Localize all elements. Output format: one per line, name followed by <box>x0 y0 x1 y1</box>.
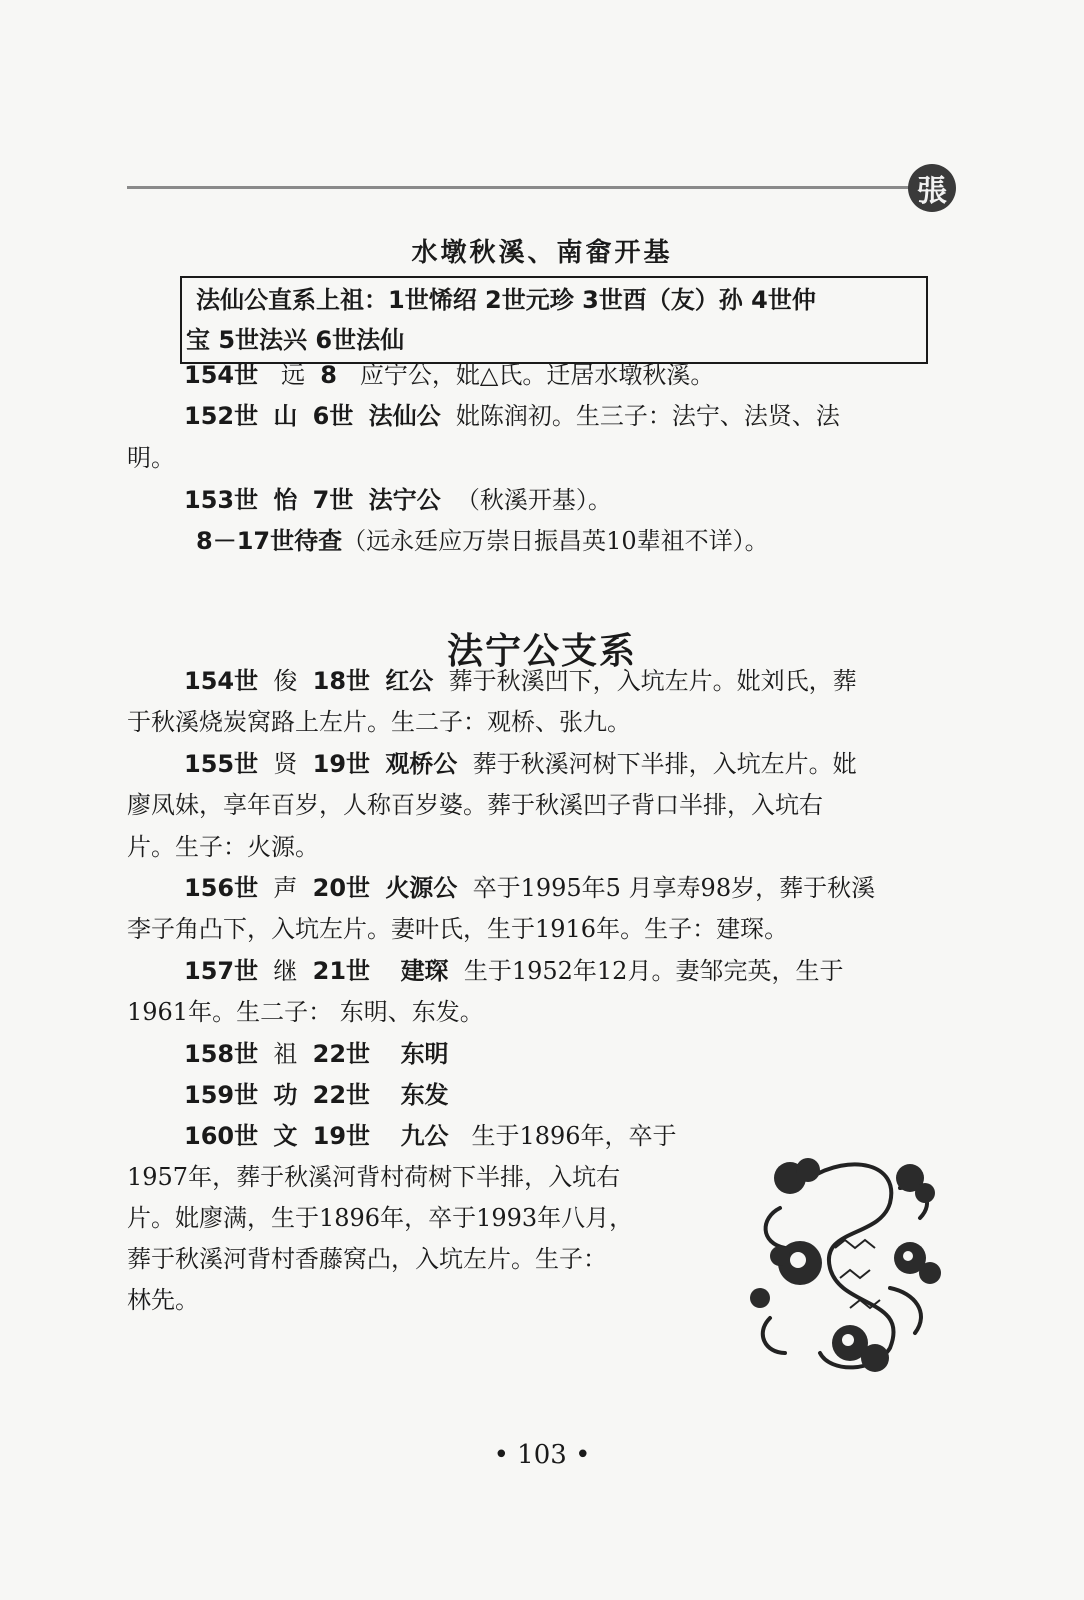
dragon-illustration-icon <box>740 1148 946 1378</box>
intro-line-1: 154世 远 8 应宁公，妣△氏。迁居水墩秋溪。 <box>184 361 715 389</box>
ancestors-box-line2: 宝 5世法兴 6世法仙 <box>186 326 405 354</box>
ancestors-box-line1: 法仙公直系上祖：1世悕绍 2世元珍 3世酉（友）孙 4世仲 <box>196 286 816 314</box>
entry-160-cont-1: 1957年，葬于秋溪河背村荷树下半排，入坑右 <box>127 1163 621 1191</box>
intro-line-2: 152世 山 6世 法仙公 妣陈润初。生三子：法宁、法贤、法 <box>184 402 840 430</box>
section-title: 法宁公支系 <box>446 631 637 672</box>
zhang-seal-icon: 張 <box>908 164 956 212</box>
entry-155: 155世 贤 19世 观桥公 葬于秋溪河树下半排，入坑左片。妣 <box>184 750 857 778</box>
entry-154-cont-1: 于秋溪烧炭窝路上左片。生二子：观桥、张九。 <box>127 708 631 736</box>
entry-156: 156世 声 20世 火源公 卒于1995年5 月享寿98岁，葬于秋溪 <box>184 874 876 902</box>
header-rule <box>127 186 917 189</box>
intro-line-4: 8－17世待查（远永廷应万崇日振昌英10辈祖不详）。 <box>196 527 769 555</box>
subtitle: 水墩秋溪、南畲开基 <box>411 238 673 268</box>
entry-155-cont-1: 廖凤妹，享年百岁，人称百岁婆。葬于秋溪凹子背口半排，入坑右 <box>127 791 823 819</box>
entry-157: 157世 继 21世 建琛 生于1952年12月。妻邹完英，生于 <box>184 957 844 985</box>
entry-159: 159世 功 22世 东发 <box>184 1081 449 1109</box>
entry-160-cont-3: 葬于秋溪河背村香藤窝凸，入坑左片。生子： <box>127 1245 607 1273</box>
entry-154: 154世 俊 18世 红公 葬于秋溪凹下，入坑左片。妣刘氏，葬 <box>184 667 857 695</box>
page-number: • 103 • <box>493 1440 591 1470</box>
entry-157-cont-1: 1961年。生二子： 东明、东发。 <box>127 998 484 1026</box>
entry-160-cont-4: 林先。 <box>127 1286 199 1314</box>
entry-160: 160世 文 19世 九公 生于1896年，卒于 <box>184 1122 677 1150</box>
intro-line-2-cont: 明。 <box>127 444 175 472</box>
entry-158: 158世 祖 22世 东明 <box>184 1040 449 1068</box>
entry-155-cont-2: 片。生子：火源。 <box>127 833 319 861</box>
entry-160-cont-2: 片。妣廖满，生于1896年，卒于1993年八月， <box>127 1204 634 1232</box>
intro-line-3: 153世 怡 7世 法宁公 （秋溪开基）。 <box>184 486 612 514</box>
entry-156-cont-1: 李子角凸下，入坑左片。妻叶氏，生于1916年。生子：建琛。 <box>127 915 789 943</box>
